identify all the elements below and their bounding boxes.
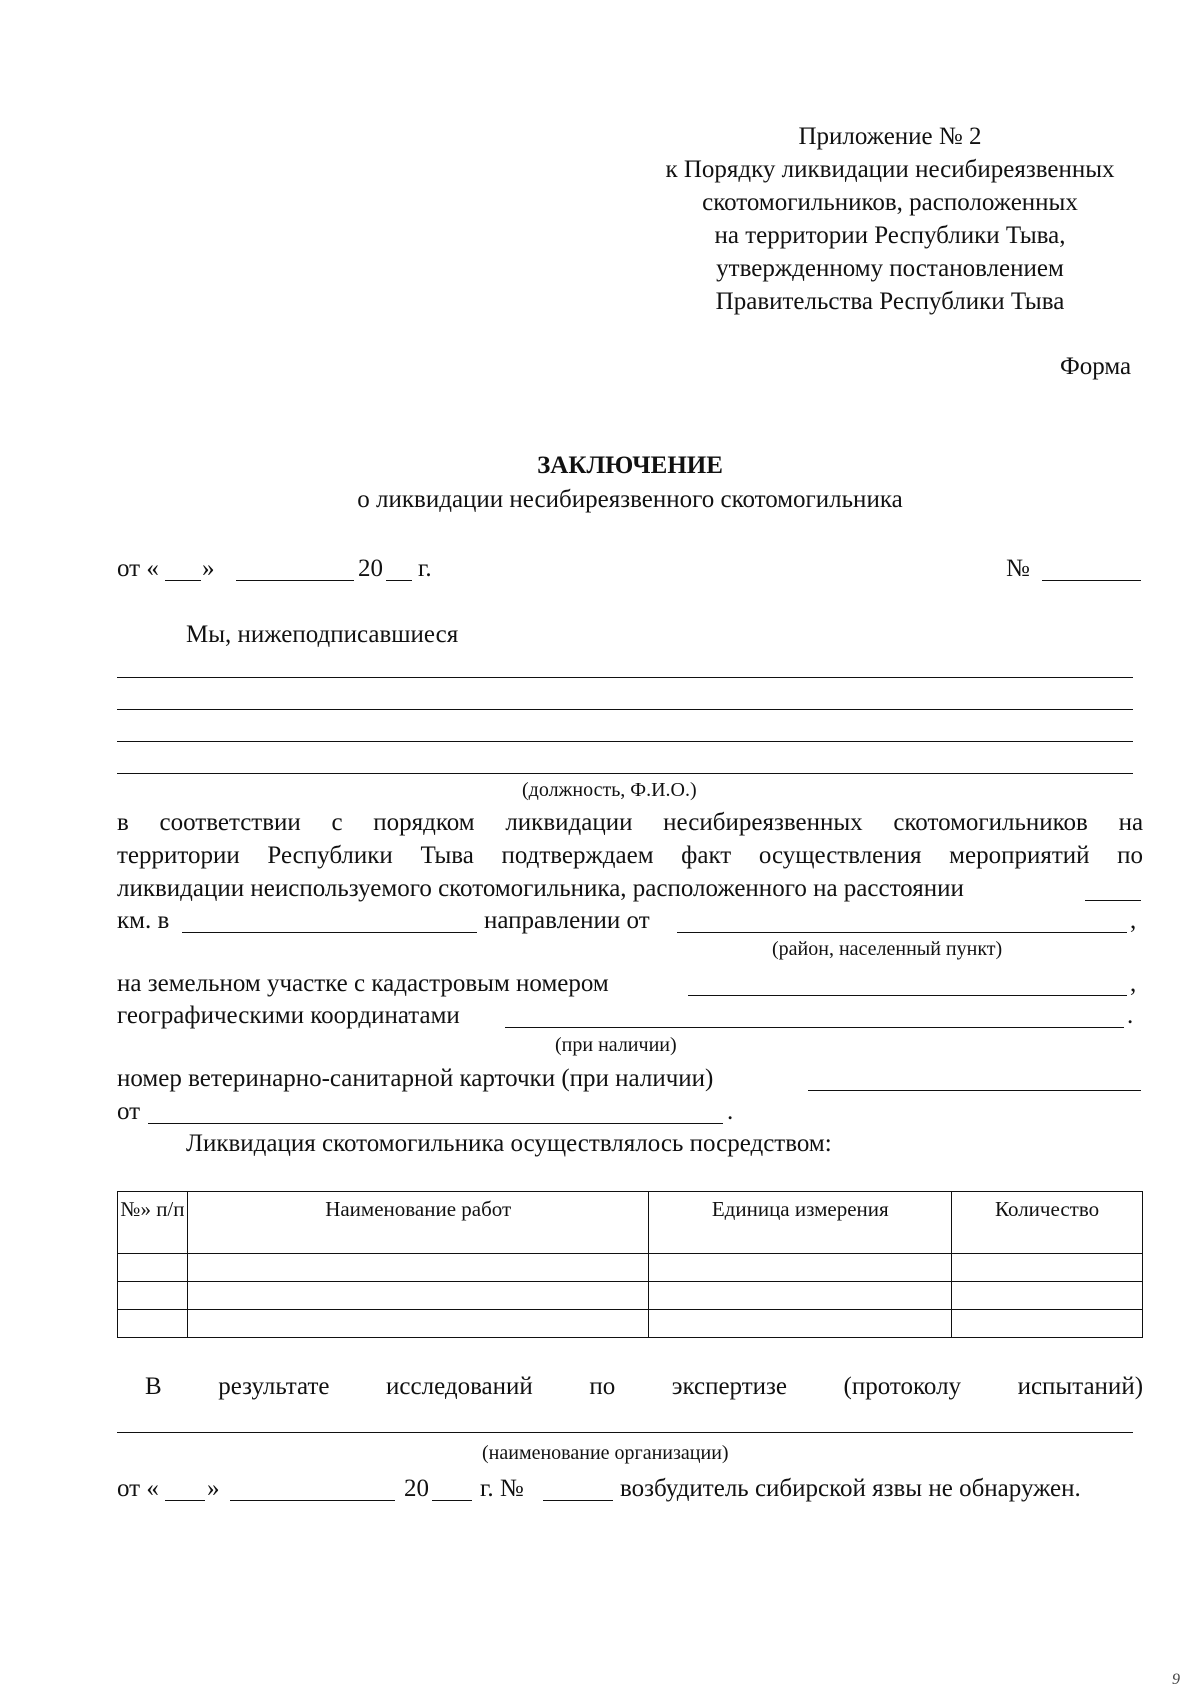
header-line-2: к Порядку ликвидации несибиреязвенных xyxy=(665,156,1115,183)
cadastral-number-field[interactable] xyxy=(688,995,1127,996)
method-label: Ликвидация скотомогильника осуществлялось посредством: xyxy=(186,1130,832,1157)
direction-field[interactable] xyxy=(182,932,477,933)
cell-unit[interactable] xyxy=(649,1254,952,1282)
signers-line-1[interactable] xyxy=(117,677,1133,678)
body-line-2: территории Республики Тыва подтверждаем факт осуществления мероприятий по xyxy=(117,842,1144,869)
header-line-4: на территории Республики Тыва, xyxy=(714,222,1066,249)
document-subtitle: о ликвидации несибиреязвенного скотомогильника xyxy=(357,486,903,513)
cell-number[interactable] xyxy=(118,1254,188,1282)
signers-line-4[interactable] xyxy=(117,773,1133,774)
number-label: № xyxy=(1006,555,1030,582)
month-field[interactable] xyxy=(236,580,354,581)
document-title: ЗАКЛЮЧЕНИЕ xyxy=(537,452,723,479)
vet-card-label: номер ветеринарно-санитарной карточки (при наличии) xyxy=(117,1065,714,1092)
result-line-1: В результате исследований по экспертизе (протоколу испытаний) xyxy=(145,1373,1144,1400)
cell-number[interactable] xyxy=(118,1282,188,1310)
page-number: 9 xyxy=(1172,1671,1180,1688)
header-line-5: утвержденному постановлением xyxy=(716,255,1064,282)
header-unit: Единица измерения xyxy=(649,1192,952,1254)
header-line-3: скотомогильников, расположенных xyxy=(702,189,1078,216)
result-month-field[interactable] xyxy=(230,1500,395,1501)
header-number: №» п/п xyxy=(118,1192,188,1254)
cell-work-name[interactable] xyxy=(187,1254,649,1282)
result-day-field[interactable] xyxy=(165,1500,205,1501)
header-work-name: Наименование работ xyxy=(187,1192,649,1254)
table-row xyxy=(118,1310,1143,1338)
vet-card-date-field[interactable] xyxy=(148,1123,723,1124)
cell-quantity[interactable] xyxy=(952,1310,1143,1338)
coordinates-label: географическими координатами xyxy=(117,1002,460,1029)
district-caption: (район, населенный пункт) xyxy=(772,938,1003,960)
body-line-1: в соответствии с порядком ликвидации несибиреязвенных скотомогильников на xyxy=(117,809,1144,836)
header-line-6: Правительства Республики Тыва xyxy=(715,288,1065,315)
district-field[interactable] xyxy=(677,932,1127,933)
distance-field[interactable] xyxy=(1085,900,1141,901)
coordinates-caption: (при наличии) xyxy=(555,1034,677,1056)
year-field[interactable] xyxy=(386,580,412,581)
works-table xyxy=(117,1191,1143,1338)
signers-line-3[interactable] xyxy=(117,741,1133,742)
table-row xyxy=(118,1282,1143,1310)
signers-caption: (должность, Ф.И.О.) xyxy=(522,779,697,801)
result-year-field[interactable] xyxy=(432,1500,472,1501)
cell-work-name[interactable] xyxy=(187,1282,649,1310)
body-line-3: ликвидации неиспользуемого скотомогильника, расположенного на расстоянии xyxy=(117,875,964,902)
cadastral-label: на земельном участке с кадастровым номером xyxy=(117,970,609,997)
cell-work-name[interactable] xyxy=(187,1310,649,1338)
result-conclusion: возбудитель сибирской язвы не обнаружен. xyxy=(620,1475,1081,1502)
direction-from-label: направлении от xyxy=(484,907,650,934)
cell-number[interactable] xyxy=(118,1310,188,1338)
form-label: Форма xyxy=(1060,353,1132,380)
cell-quantity[interactable] xyxy=(952,1282,1143,1310)
signers-intro: Мы, нижеподписавшиеся xyxy=(186,621,459,648)
header-line-1: Приложение № 2 xyxy=(798,123,982,150)
organization-caption: (наименование организации) xyxy=(482,1442,729,1464)
table-row xyxy=(118,1254,1143,1282)
number-field[interactable] xyxy=(1042,580,1141,581)
coordinates-field[interactable] xyxy=(505,1027,1124,1028)
cell-unit[interactable] xyxy=(649,1282,952,1310)
result-number-field[interactable] xyxy=(543,1500,613,1501)
header-quantity: Количество xyxy=(952,1192,1143,1254)
signers-line-2[interactable] xyxy=(117,709,1133,710)
table-header-row xyxy=(118,1192,1143,1254)
cell-unit[interactable] xyxy=(649,1310,952,1338)
day-field[interactable] xyxy=(165,580,201,581)
organization-field[interactable] xyxy=(117,1432,1133,1433)
vet-card-field[interactable] xyxy=(808,1090,1141,1091)
cell-quantity[interactable] xyxy=(952,1254,1143,1282)
vet-card-from-label: от xyxy=(117,1098,141,1125)
km-label: км. в xyxy=(117,907,170,934)
